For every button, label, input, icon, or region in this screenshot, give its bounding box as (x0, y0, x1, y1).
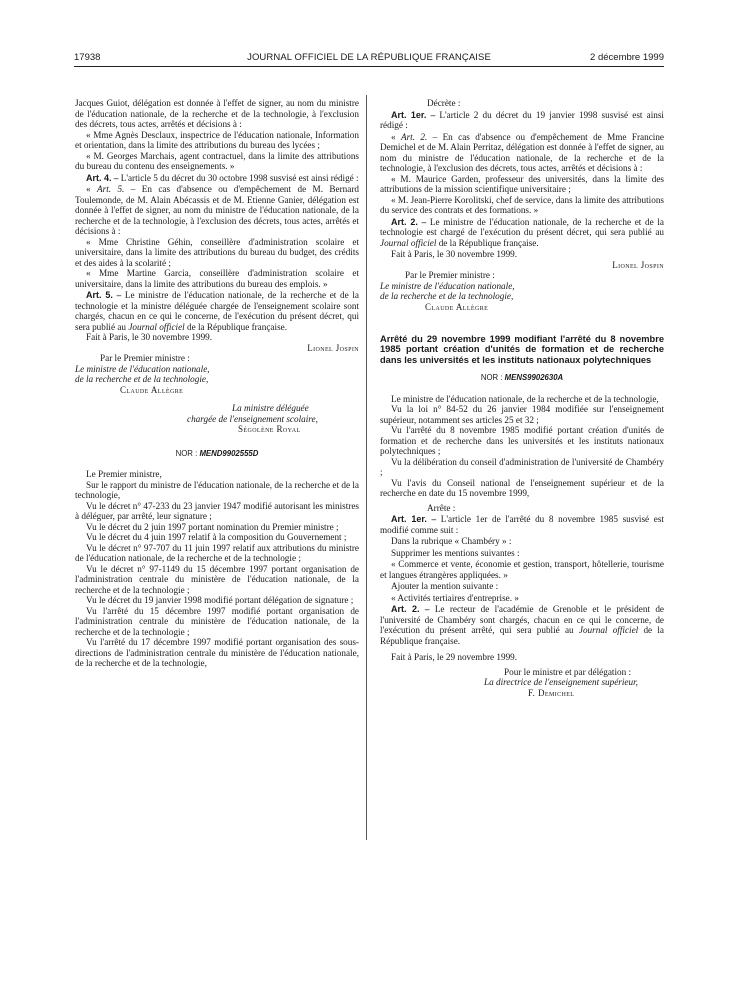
paragraph: « M. Georges Marchais, agent contractuel, dans la limite des attributions du bureau du contenu des enseignements. » (75, 150, 359, 171)
article-label: Art. 4. (86, 172, 112, 183)
article-1: Art. 1er. – L'article 2 du décret du 19 janvier 1998 susvisé est ainsi rédigé : (380, 109, 664, 130)
issue-date: 2 décembre 1999 (590, 52, 664, 63)
paragraph: Supprimer les mentions suivantes : (391, 547, 520, 558)
paragraph: « M. Maurice Garden, professeur des universités, dans la limite des attributions de la mission scientifique universitaire ; (380, 173, 664, 194)
article-2: Art. 2. – Le recteur de l'académie de Grenoble et le président de l'université de Chambéry sont chargés, chacun en ce qui le concerne, de l'exécution du présent arrêté, qui sera publié au Journal officiel de la République française. (380, 604, 665, 646)
paragraph: Vu l'arrêté du 17 décembre 1997 modifié portant organisation des sous-directions de l'administration centrale du ministère de l'éducation nationale, de la recherche et de la technologie, (75, 637, 359, 668)
signature-demichel: F. Demichel (528, 687, 575, 698)
nor-reference: NOR : MENS9902630A (480, 373, 564, 383)
minister-title: Le ministre de l'éducation nationale, (75, 363, 210, 374)
paragraph: Vu le décret n° 97-1149 du 15 décembre 1997 portant organisation de l'administration centrale du ministère de l'éducation nationale, de la recherche et de la technologie ; (75, 563, 359, 595)
paragraph: « Activités tertiaires d'entreprise. » (391, 592, 519, 603)
header-rule (74, 66, 664, 67)
article-2: Art. 2. – Le ministre de l'éducation nationale, de la recherche et de la technologie est chargé de l'exécution du présent décret, qui sera publié au Journal officiel de la République française. (380, 216, 665, 248)
paragraph: Dans la rubrique « Chambéry » : (391, 536, 512, 547)
fait-line: Fait à Paris, le 30 novembre 1999. (391, 249, 518, 259)
par-line: Par le Premier ministre : (100, 353, 190, 363)
paragraph: Le Premier ministre, (86, 469, 162, 479)
fait-line: Fait à Paris, le 30 novembre 1999. (86, 332, 213, 342)
paragraph: Vu la délibération du conseil d'administration de l'université de Chambéry ; (380, 456, 664, 478)
article-1: Art. 1er. – L'article 1er de l'arrêté du 8 novembre 1985 susvisé est modifié comme suit : (380, 514, 664, 535)
signature-jospin: Lionel Jospin (307, 342, 359, 353)
minister-title: chargée de l'enseignement scolaire, (187, 413, 318, 424)
signature-allegre: Claude Allègre (425, 301, 489, 312)
paragraph: Vu le décret du 4 juin 1997 relatif à la composition du Gouvernement ; (86, 532, 347, 542)
delegation-line: Pour le ministre et par délégation : (504, 666, 632, 677)
decrete-line: Décrète : (427, 98, 461, 108)
quoted-article-2: « Art. 2. – En cas d'absence ou d'empêchement de Mme Francine Demichel et de M. Alain Perritaz, délégation est donnée à l'effet de signer, au nom du ministre de l'éducation nationale, de la recherche et de la technologie, à l'exclusion des décrets, tous actes, arrêtés et décisions à : (380, 131, 664, 173)
column-divider (366, 95, 367, 840)
left-column (75, 98, 359, 669)
paragraph: Vu le décret n° 47-233 du 23 janvier 1947 modifié autorisant les ministres à déléguer, par arrêté, leur signature ; (75, 500, 359, 521)
paragraph: « M. Jean-Pierre Korolitski, chef de service, dans la limite des attributions du service des contrats et des formations. » (380, 194, 665, 215)
minister-title: de la recherche et de la technologie, (380, 291, 514, 301)
paragraph: « Mme Christine Géhin, conseillère d'administration scolaire et universitaire, dans la limite des attributions du bureau du budget, des crédits et des aides à la scolarité ; (75, 236, 359, 268)
paragraph: Vu le décret du 2 juin 1997 portant nomination du Premier ministre ; (86, 521, 339, 532)
minister-title: de la recherche et de la technologie, (75, 374, 209, 384)
signature-jospin: Lionel Jospin (612, 259, 664, 270)
right-column (380, 98, 664, 698)
paragraph: Le ministre de l'éducation nationale, de la recherche et de la technologie, (391, 393, 659, 404)
paragraph: Vu le décret du 19 janvier 1998 modifié portant délégation de signature ; (86, 595, 354, 605)
article-4: Art. 4. – L'article 5 du décret du 30 octobre 1998 susvisé est ainsi rédigé : (86, 172, 359, 183)
paragraph: Jacques Guiot, délégation est donnée à l'effet de signer, au nom du ministre de l'éducation nationale, de la recherche et de la technologie, à l'exclusion des décrets, tous actes, arrêtés et décisions à : (75, 98, 359, 129)
paragraph: Vu la loi n° 84-52 du 26 janvier 1984 modifiée sur l'enseignement supérieur, notamment ses articles 25 et 32 ; (380, 404, 664, 425)
signature-allegre: Claude Allègre (120, 384, 184, 395)
paragraph: « Mme Martine Garcia, conseillère d'administration scolaire et universitaire, dans la limite des attributions du bureau des emplois. » (75, 268, 359, 289)
paragraph: « Mme Agnès Desclaux, inspectrice de l'éducation nationale, Information et orientation, dans la limite des attributions du bureau des lycées ; (75, 129, 359, 150)
paragraph: Ajouter la mention suivante : (391, 581, 499, 592)
article-5: Art. 5. – Le ministre de l'éducation nationale, de la recherche et de la technologie et la ministre déléguée chargée de l'enseignement scolaire sont chargés, chacun en ce qui le concerne, de l'exécution du présent décret, qui sera publié au Journal officiel de la République française. (75, 290, 360, 332)
paragraph: « Commerce et vente, économie et gestion, transport, hôtellerie, tourisme et langues étrangères appliquées. » (380, 559, 664, 580)
fait-line: Fait à Paris, le 29 novembre 1999. (391, 652, 518, 663)
paragraph: Vu l'arrêté du 15 décembre 1997 modifié portant organisation de l'administration centrale du ministère de l'éducation nationale, de la recherche et de la technologie ; (75, 605, 359, 637)
minister-title: La ministre déléguée (232, 403, 309, 413)
arrete-line: Arrête : (427, 502, 456, 513)
paragraph: Vu l'avis du Conseil national de l'enseignement supérieur et de la recherche en date du 15 novembre 1999, (380, 477, 664, 499)
nor-reference: NOR : MEND9902555D (175, 448, 259, 458)
page-number: 17938 (74, 52, 101, 63)
arrete-title: Arrêté du 29 novembre 1999 modifiant l'arrêté du 8 novembre 1985 portant création d'unités de formation et de recherche dans les universités et les instituts nationaux polytechniques (380, 334, 664, 365)
par-line: Par le Premier ministre : (405, 270, 495, 280)
quoted-article-5: « Art. 5. – En cas d'absence ou d'empêchement de M. Bernard Toulemonde, de M. Alain Abécassis et de M. Etienne Ganier, délégation est donnée à l'effet de signer, au nom du ministre de l'éducation nationale, de la recherche et de la technologie, à l'exclusion des décrets, tous actes, arrêtés et décisions à : (75, 184, 360, 236)
paragraph: Vu le décret n° 97-707 du 11 juin 1997 relatif aux attributions du ministre de l'éducation nationale, de la recherche et de la technologie ; (75, 542, 359, 563)
minister-title: Le ministre de l'éducation nationale, (380, 280, 515, 291)
journal-title: JOURNAL OFFICIEL DE LA RÉPUBLIQUE FRANÇAISE (247, 52, 491, 63)
signature-royal: Ségolène Royal (238, 424, 301, 434)
paragraph: Vu l'arrêté du 8 novembre 1985 modifié portant création d'unités de formation et de recherche dans les universités et les instituts nationaux polytechniques ; (380, 425, 664, 457)
paragraph: Sur le rapport du ministre de l'éducation nationale, de la recherche et de la technologie, (75, 479, 359, 500)
director-title: La directrice de l'enseignement supérieur, (484, 677, 638, 688)
page-header (74, 52, 664, 66)
